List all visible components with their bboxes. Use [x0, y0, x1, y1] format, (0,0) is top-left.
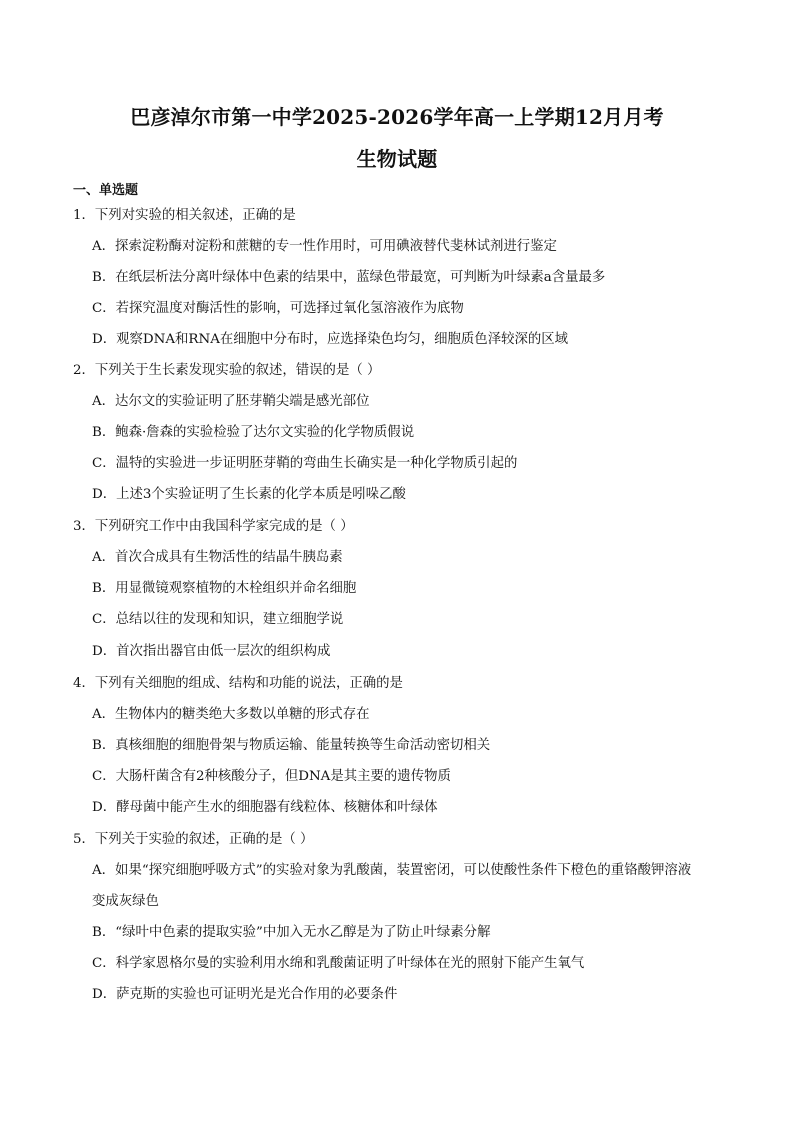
- question-4-stem: 4．下列有关细胞的组成、结构和功能的说法，正确的是: [73, 676, 403, 691]
- question-3-option-c: C．总结以往的发现和知识，建立细胞学说: [92, 612, 344, 627]
- question-2-option-a: A．达尔文的实验证明了胚芽鞘尖端是感光部位: [92, 394, 370, 409]
- question-4-option-b: B．真核细胞的细胞骨架与物质运输、能量转换等生命活动密切相关: [92, 738, 491, 753]
- question-1-option-a: A．探索淀粉酶对淀粉和蔗糖的专一性作用时，可用碘液替代斐林试剂进行鉴定: [92, 239, 557, 254]
- exam-subtitle: 生物试题: [356, 147, 438, 171]
- question-5-option-a-continued: 变成灰绿色: [92, 894, 159, 909]
- question-5-option-a: A．如果“探究细胞呼吸方式”的实验对象为乳酸菌，装置密闭，可以使酸性条件下橙色的重铬酸钾溶液: [92, 863, 692, 878]
- question-3-stem: 3．下列研究工作中由我国科学家完成的是（ ）: [73, 519, 354, 534]
- question-3-option-d: D．首次指出器官由低一层次的组织构成: [92, 644, 331, 659]
- question-5-option-c: C．科学家恩格尔曼的实验利用水绵和乳酸菌证明了叶绿体在光的照射下能产生氧气: [92, 956, 585, 971]
- question-4-option-a: A．生物体内的糖类绝大多数以单糖的形式存在: [92, 707, 370, 722]
- question-2-option-b: B．鲍森·詹森的实验检验了达尔文实验的化学物质假说: [92, 425, 415, 440]
- question-4-option-d: D．酵母菌中能产生水的细胞器有线粒体、核糖体和叶绿体: [92, 800, 438, 815]
- question-2-option-c: C．温特的实验进一步证明胚芽鞘的弯曲生长确实是一种化学物质引起的: [92, 456, 518, 471]
- question-1-option-b: B．在纸层析法分离叶绿体中色素的结果中，蓝绿色带最宽，可判断为叶绿素a含量最多: [92, 270, 606, 285]
- question-5-option-b: B．“绿叶中色素的提取实验”中加入无水乙醇是为了防止叶绿素分解: [92, 925, 491, 940]
- question-5-stem: 5．下列关于实验的叙述，正确的是（ ）: [73, 832, 314, 847]
- section-heading: 一、单选题: [73, 183, 139, 198]
- question-1-stem: 1．下列对实验的相关叙述，正确的是: [73, 208, 296, 223]
- question-2-option-d: D．上述3个实验证明了生长素的化学本质是吲哚乙酸: [92, 487, 406, 502]
- question-1-option-d: D．观察DNA和RNA在细胞中分布时，应选择染色均匀，细胞质色泽较深的区域: [92, 332, 569, 347]
- question-4-option-c: C．大肠杆菌含有2种核酸分子，但DNA是其主要的遗传物质: [92, 769, 451, 784]
- question-1-option-c: C．若探究温度对酶活性的影响，可选择过氧化氢溶液作为底物: [92, 301, 464, 316]
- question-3-option-a: A．首次合成具有生物活性的结晶牛胰岛素: [92, 550, 343, 565]
- question-5-option-d: D．萨克斯的实验也可证明光是光合作用的必要条件: [92, 987, 398, 1002]
- question-3-option-b: B．用显微镜观察植物的木栓组织并命名细胞: [92, 581, 357, 596]
- exam-title: 巴彦淖尔市第一中学2025-2026学年高一上学期12月月考: [130, 105, 664, 129]
- question-2-stem: 2．下列关于生长素发现实验的叙述，错误的是（ ）: [73, 363, 381, 378]
